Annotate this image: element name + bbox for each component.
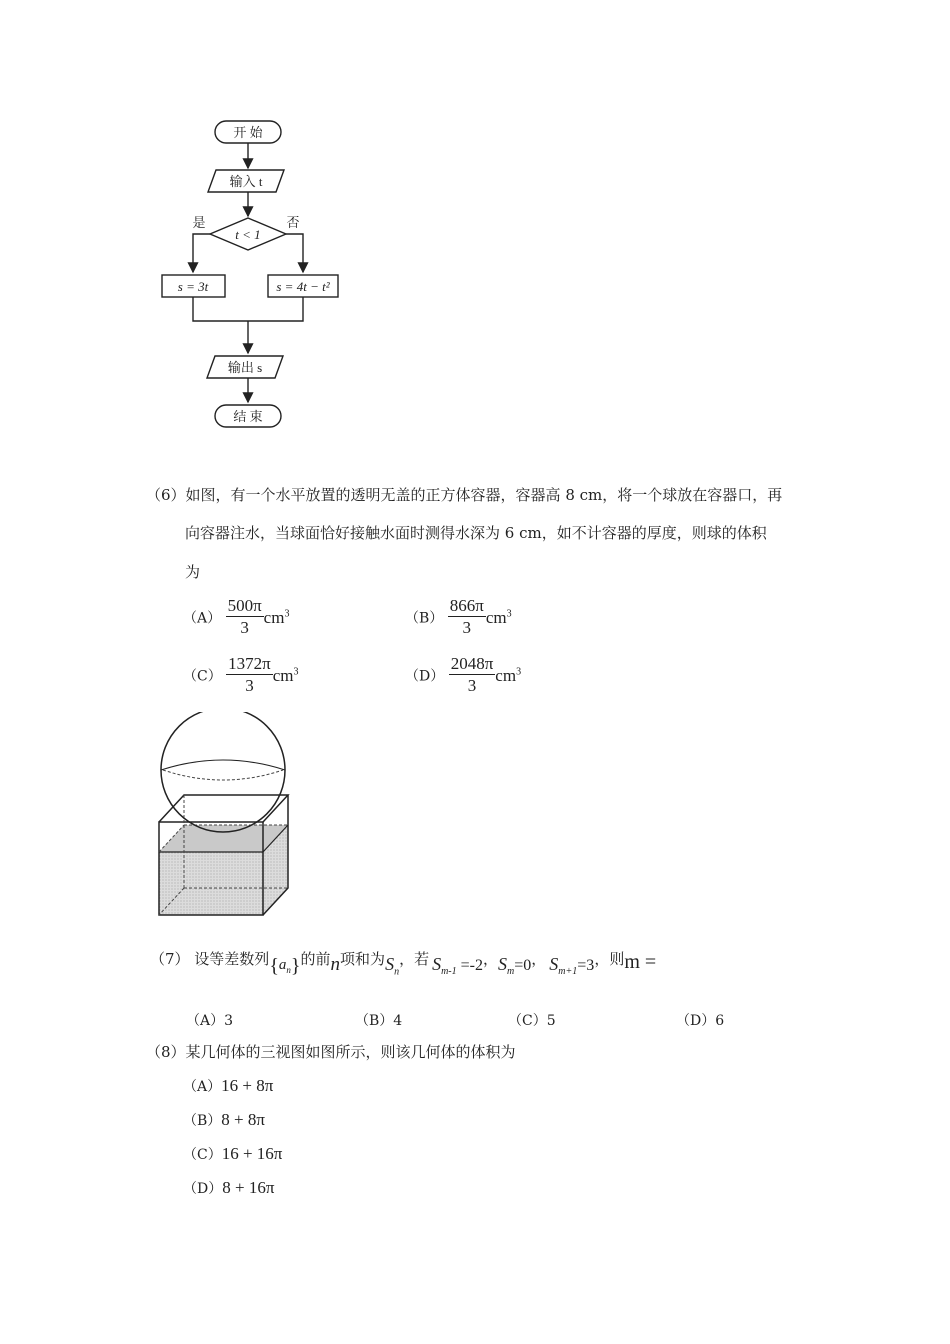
q8-option-a[interactable] bbox=[183, 1076, 273, 1096]
option-label: （C） bbox=[183, 1147, 222, 1163]
q7-option-b[interactable]: （B）4 bbox=[355, 1013, 403, 1029]
unit-exponent: 3 bbox=[284, 607, 290, 619]
denominator: 3 bbox=[467, 676, 477, 695]
flow-left-box-label: s = 3t bbox=[177, 279, 209, 294]
q7-mid1: 的前 bbox=[300, 950, 331, 968]
m-equals-text: m = bbox=[624, 951, 657, 973]
unit-exponent: 3 bbox=[506, 607, 512, 619]
condition-value: =-2 bbox=[460, 957, 483, 974]
q7-ruo: ，若 bbox=[399, 950, 430, 968]
S-subscript: n bbox=[394, 966, 400, 978]
option-label: （A） bbox=[183, 610, 222, 627]
q8-option-b[interactable] bbox=[183, 1110, 265, 1130]
S-n bbox=[385, 954, 400, 978]
q7-option-c[interactable]: （C）5 bbox=[508, 1013, 556, 1029]
S-subscript: m bbox=[507, 966, 515, 978]
option-value: 8 + 8π bbox=[221, 1110, 265, 1129]
numerator: 866π bbox=[449, 596, 484, 615]
S-symbol: S bbox=[385, 954, 395, 974]
denominator: 3 bbox=[245, 676, 254, 695]
unit: cm bbox=[485, 607, 507, 627]
sequence-symbol: a bbox=[278, 957, 287, 973]
option-label: （C） bbox=[183, 668, 222, 685]
option-label: （A） bbox=[183, 1079, 222, 1095]
numerator: 500π bbox=[227, 596, 262, 615]
condition-1 bbox=[432, 954, 483, 978]
flowchart bbox=[150, 112, 350, 437]
flow-start-label: 开 始 bbox=[233, 125, 263, 140]
flow-input-label: 输入 t bbox=[229, 174, 263, 189]
option-value: 16 + 16π bbox=[221, 1144, 283, 1163]
unit: cm bbox=[263, 607, 285, 627]
flow-end-label: 结 束 bbox=[233, 409, 263, 424]
option-value: 8 + 16π bbox=[222, 1178, 275, 1197]
denominator: 3 bbox=[240, 618, 249, 637]
numerator: 2048π bbox=[450, 654, 494, 673]
flow-condition-label: t < 1 bbox=[235, 227, 261, 242]
flow-no-label: 否 bbox=[286, 215, 300, 230]
fraction bbox=[449, 654, 496, 697]
flow-right-box-label: s = 4t − t² bbox=[276, 279, 330, 294]
unit-exponent: 3 bbox=[293, 665, 299, 677]
separator: ， bbox=[483, 950, 499, 968]
q7-option-d[interactable]: （D）6 bbox=[676, 1013, 725, 1029]
option-label: （D） bbox=[183, 1181, 223, 1197]
q6-option-a[interactable] bbox=[183, 596, 289, 639]
q7-option-a[interactable]: （A）3 bbox=[186, 1013, 234, 1029]
condition-3 bbox=[549, 954, 595, 978]
fraction bbox=[226, 596, 264, 639]
q8-option-d[interactable] bbox=[183, 1178, 274, 1198]
q6-line2: 向容器注水，当球面恰好接触水面时测得水深为 6 cm，如不计容器的厚度，则球的体积 bbox=[185, 524, 767, 542]
condition-2 bbox=[498, 954, 532, 978]
S-subscript: m-1 bbox=[441, 966, 457, 978]
denominator: 3 bbox=[462, 618, 472, 637]
S-symbol: S bbox=[549, 954, 559, 974]
S-symbol: S bbox=[432, 954, 442, 974]
condition-value: =0 bbox=[514, 957, 532, 974]
unit: cm bbox=[272, 665, 294, 685]
flow-output-label: 输出 s bbox=[227, 360, 263, 375]
q7-mid2: 项和为 bbox=[340, 950, 386, 968]
q6-option-c[interactable] bbox=[183, 654, 299, 697]
cube-top-face bbox=[159, 795, 288, 822]
q6-option-d[interactable] bbox=[405, 654, 521, 697]
q7-ze: ，则 bbox=[594, 950, 625, 968]
option-label: （B） bbox=[183, 1113, 222, 1129]
option-value: 16 + 8π bbox=[221, 1076, 274, 1095]
q6-line1: （6）如图，有一个水平放置的透明无盖的正方体容器，容器高 8 cm，将一个球放在容器口，再 bbox=[146, 486, 783, 504]
water-front bbox=[159, 852, 263, 915]
q6-line3: 为 bbox=[185, 563, 201, 581]
sequence-subscript: n bbox=[286, 965, 291, 975]
unit-exponent: 3 bbox=[516, 665, 522, 677]
q6-option-b[interactable] bbox=[405, 596, 512, 639]
S-symbol: S bbox=[498, 954, 508, 974]
q8-option-c[interactable] bbox=[183, 1144, 282, 1164]
m-equals bbox=[624, 951, 656, 973]
fraction bbox=[226, 654, 273, 697]
option-label: （B） bbox=[405, 610, 444, 627]
separator: ， bbox=[531, 950, 547, 968]
q7-stem bbox=[150, 950, 656, 980]
sphere-cube-figure bbox=[150, 712, 300, 922]
option-label: （D） bbox=[405, 668, 445, 685]
S-subscript: m+1 bbox=[558, 966, 578, 978]
fraction bbox=[448, 596, 486, 639]
condition-value: =3 bbox=[577, 957, 595, 974]
q8-stem: （8）某几何体的三视图如图所示，则该几何体的体积为 bbox=[146, 1043, 516, 1061]
sphere-equator bbox=[161, 760, 285, 770]
sphere bbox=[161, 712, 285, 832]
sequence-notation: $\{a_n\}$ bbox=[269, 955, 301, 977]
q7-prefix: （7） 设等差数列 bbox=[150, 950, 270, 968]
numerator: 1372π bbox=[228, 654, 271, 673]
var-n: n bbox=[330, 954, 341, 975]
flow-yes-label: 是 bbox=[192, 215, 206, 230]
unit: cm bbox=[495, 665, 517, 685]
